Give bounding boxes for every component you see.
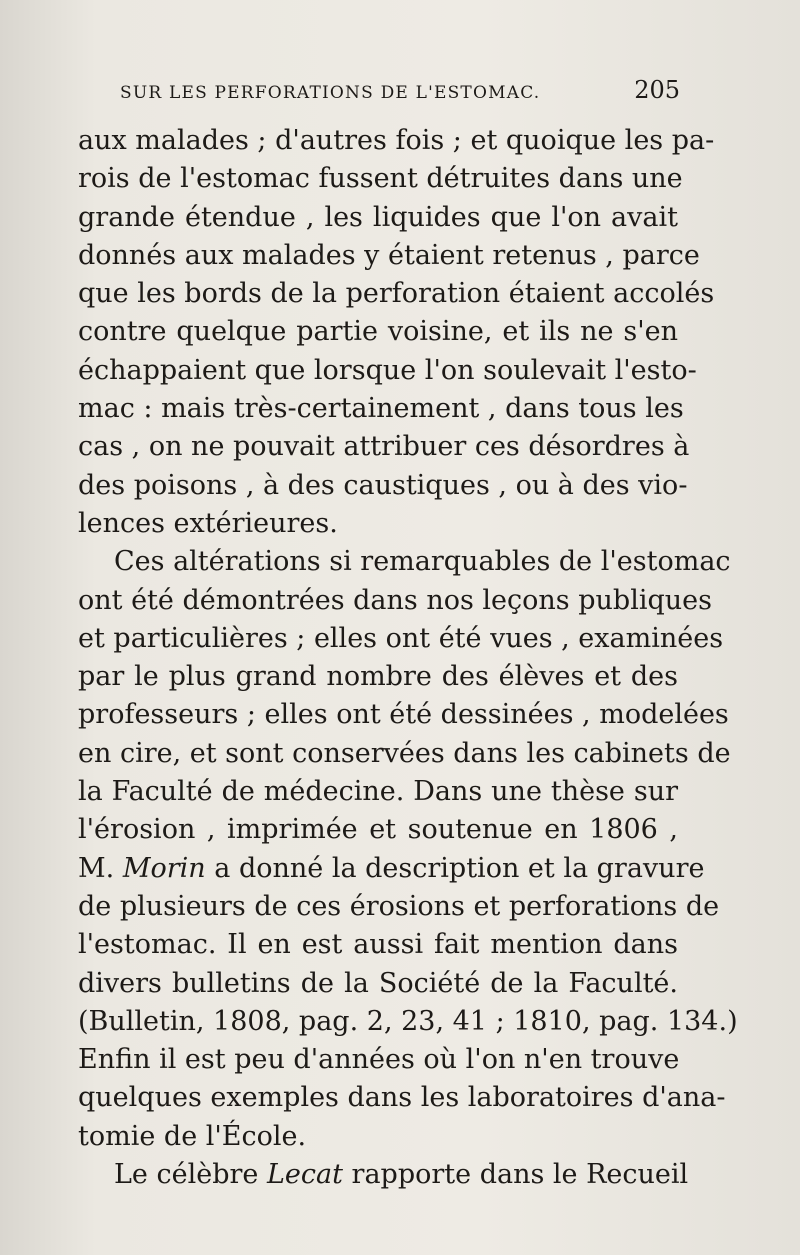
text-line: en cire, et sont conservées dans les cabinets de [78, 737, 731, 769]
text-line: rois de l'estomac fussent détruites dans une [78, 163, 683, 195]
text-line: par le plus grand nombre des élèves et des [78, 661, 678, 693]
text-line: de plusieurs de ces érosions et perforations de [78, 890, 720, 922]
text-line: échappaient que lorsque l'on soulevait l'esto- [78, 354, 697, 386]
text-line: l'estomac. Il en est aussi fait mention dans [78, 929, 678, 961]
page-number: 205 [634, 76, 680, 104]
text-line: quelques exemples dans les laboratoires d'ana- [78, 1082, 726, 1114]
text-line: tomie de l'École. [78, 1120, 307, 1152]
text-line: mac : mais très-certainement , dans tous les [78, 393, 684, 425]
text-line: que les bords de la perforation étaient accolés [78, 278, 715, 310]
text-line: (Bulletin, 1808, pag. 2, 23, 41 ; 1810, pag. 134.) [78, 1005, 738, 1037]
text-line: donnés aux malades y étaient retenus , parce [78, 239, 700, 271]
text-line: professeurs ; elles ont été dessinées , modelées [78, 699, 729, 731]
text-fragment: rapporte dans le Recueil [351, 1159, 689, 1191]
text-fragment: a donné la description et la gravure [214, 852, 705, 884]
running-title: SUR LES PERFORATIONS DE L'ESTOMAC. [120, 83, 541, 103]
text-line: ont été démontrées dans nos leçons publiques [78, 584, 712, 616]
text-line: la Faculté de médecine. Dans une thèse sur [78, 776, 678, 808]
text-fragment: Le célèbre [114, 1159, 259, 1191]
paragraph-first-line-lecat [78, 1156, 689, 1194]
text-line: cas , on ne pouvait attribuer ces désordres à [78, 431, 690, 463]
paragraph-first-line: Ces altérations si remarquables de l'estomac [114, 546, 731, 578]
text-line: des poisons , à des caustiques , ou à des vio- [78, 469, 688, 501]
text-line: contre quelque partie voisine, et ils ne s'en [78, 316, 678, 348]
italic-name-lecat: Lecat [266, 1159, 343, 1191]
text-line-morin [78, 850, 705, 888]
text-line: Enfin il est peu d'années où l'on n'en trouve [78, 1044, 680, 1076]
body-text [78, 122, 738, 1194]
text-line: divers bulletins de la Société de la Faculté. [78, 967, 678, 999]
text-line: l'érosion , imprimée et soutenue en 1806 , [78, 814, 678, 846]
text-line: lences extérieures. [78, 507, 338, 539]
text-line: et particulières ; elles ont été vues , examinées [78, 622, 724, 654]
italic-name-morin: Morin [122, 852, 206, 884]
text-fragment: M. [78, 852, 115, 884]
running-head [120, 76, 680, 104]
text-line: grande étendue , les liquides que l'on avait [78, 201, 678, 233]
text-line: aux malades ; d'autres fois ; et quoique les pa- [78, 125, 715, 156]
